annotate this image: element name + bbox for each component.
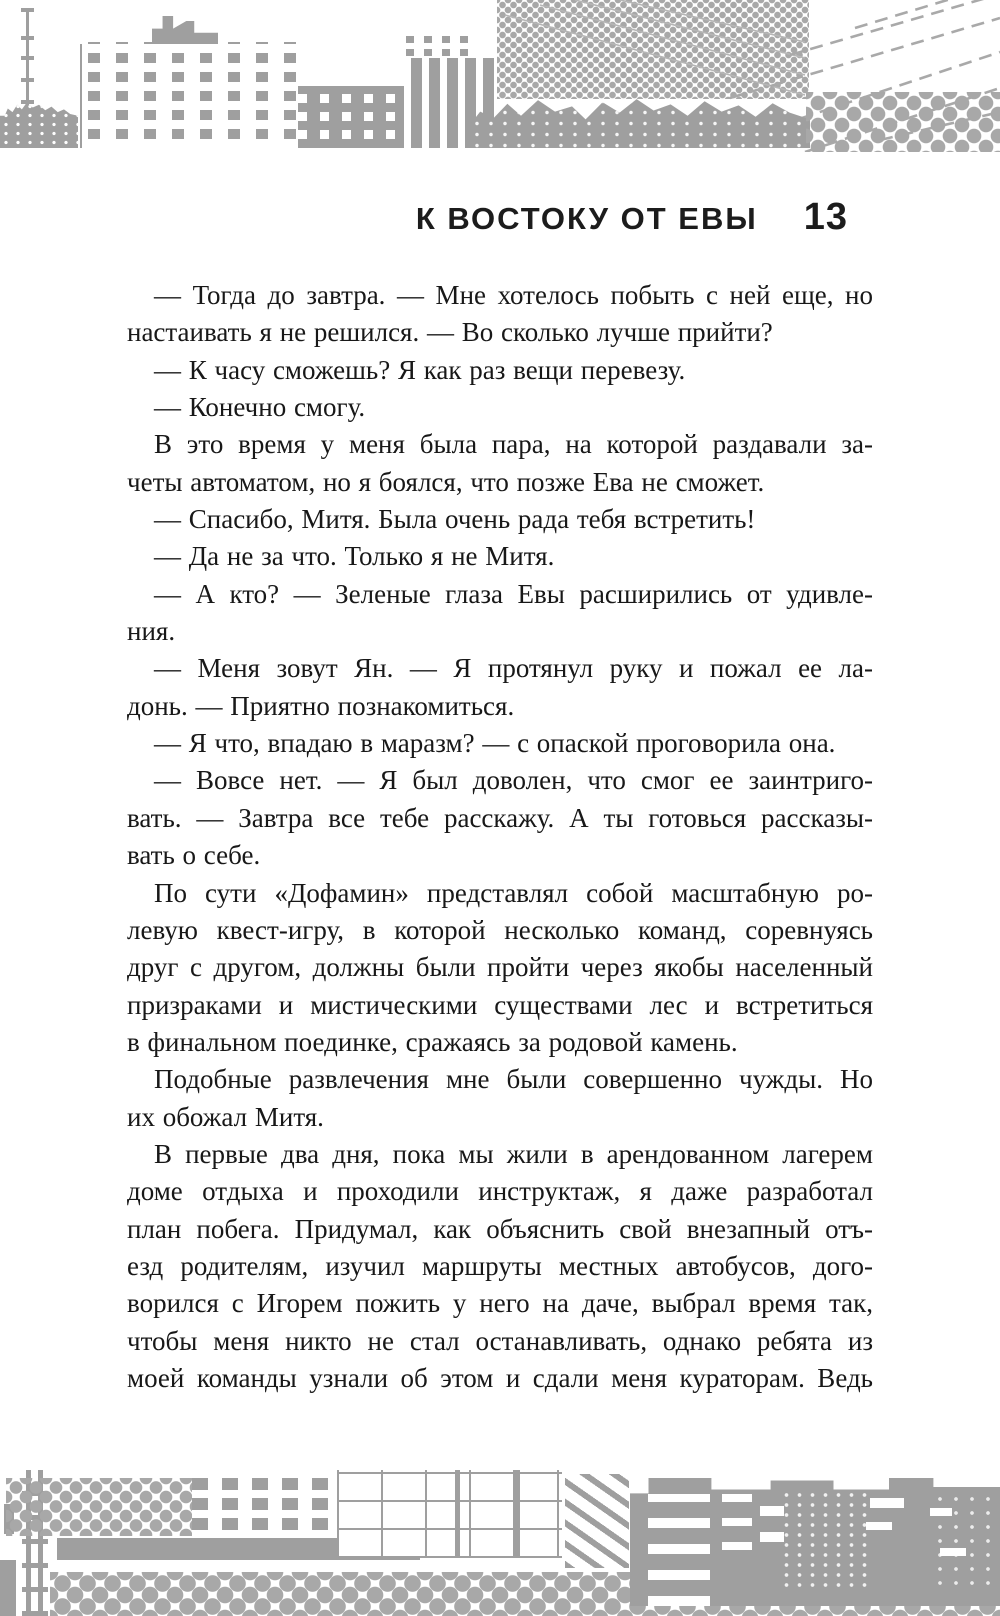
text-line: ворился с Игорем пожить у него на даче, выбрал время так, [127, 1288, 873, 1319]
building-block [406, 30, 478, 62]
book-title: К ВОСТОКУ ОТ ЕВЫ [415, 201, 758, 236]
body-text [127, 277, 873, 1397]
text-line: — А кто? — Зеленые глаза Евы расширились от удивле- [154, 578, 873, 609]
text-line: ния. [127, 616, 176, 647]
bridge-cables-illustration [0, 0, 1000, 152]
text-line: В первые два дня, пока мы жили в арендованном лагерем [154, 1138, 873, 1169]
text-line: — Да не за что. Только я не Митя. [154, 541, 555, 572]
text-line: в финальном поединке, сражаясь за родовой камень. [127, 1026, 738, 1057]
scaffold-structure [0, 1440, 62, 1616]
left-skyline-silhouette [0, 102, 78, 148]
horizontal-bar [57, 1538, 420, 1560]
text-line: левую квест-игру, в которой несколько команд, соревнуясь [127, 914, 873, 945]
text-line: — Меня зовут Ян. — Я протянул руку и пожал ее ла- [154, 653, 873, 684]
halftone-sky [497, 0, 809, 99]
building-block [565, 1474, 629, 1568]
text-line: — Конечно смогу. [154, 392, 366, 423]
text-line: моей команды узнали об этом и сдали меня кураторам. Ведь [127, 1362, 873, 1393]
halftone-dots-strip [50, 1572, 1000, 1616]
building-block [298, 86, 408, 148]
text-line: чтобы меня никто не стал останавливать, однако ребята из [127, 1325, 873, 1356]
text-line: план побега. Придумал, как объяснить свой внезапный отъ- [127, 1213, 873, 1244]
building-block [88, 42, 298, 148]
text-line: донь. — Приятно познакомиться. [127, 690, 515, 721]
text-line: вать о себе. [127, 840, 261, 871]
building-edge [80, 44, 82, 148]
building-block [337, 1470, 562, 1558]
text-line: Подобные развлечения мне были совершенно чужды. Но [154, 1064, 873, 1095]
halftone-dots-medium [6, 1478, 192, 1536]
text-line: доме отдыха и проходили инструктаж, я даже разработал [127, 1176, 873, 1207]
cityscape-top-decoration [0, 0, 1000, 152]
text-line: вать. — Завтра все тебе расскажу. А ты готовься рассказы- [127, 802, 873, 833]
text-line: По сути «Дофамин» представлял собой масштабную ро- [154, 877, 873, 908]
text-line: их обожал Митя. [127, 1101, 324, 1132]
running-head [0, 196, 848, 239]
text-line: настаивать я не решился. — Во сколько лучше прийти? [127, 317, 773, 348]
building-block [192, 1476, 337, 1538]
text-line: — Вовсе нет. — Я был доволен, что смог ее заинтриго- [154, 765, 873, 796]
mid-skyline-silhouette [470, 96, 810, 148]
text-line: призраками и мистическими существами лес и встретиться [127, 989, 873, 1020]
text-line: — Спасибо, Митя. Была очень рада тебя встретить! [154, 504, 756, 535]
antenna-tower [26, 8, 29, 120]
text-line: — Я что, впадаю в маразм? — с опаской проговорила она. [154, 728, 836, 759]
text-line: — К часу сможешь? Я как раз вещи перевезу. [154, 354, 686, 385]
cityscape-bottom-decoration [0, 1468, 1000, 1616]
building-block [404, 58, 496, 148]
page-number: 13 [803, 196, 848, 238]
rooftop-structures [152, 16, 218, 44]
text-line: В это время у меня была пара, на которой раздавали за- [154, 429, 873, 460]
building-block [630, 1478, 1000, 1606]
text-line: четы автоматом, но я боялся, что позже Ева не сможет. [127, 466, 765, 497]
text-line: езд родителям, изучил маршруты местных автобусов, дого- [127, 1250, 873, 1281]
building-block [648, 1494, 710, 1606]
halftone-dots-large [806, 92, 1000, 152]
text-line: друг с другом, должны были пройти через якобы населенный [127, 952, 873, 983]
text-line: — Тогда до завтра. — Мне хотелось побыть с ней еще, но [154, 280, 873, 310]
